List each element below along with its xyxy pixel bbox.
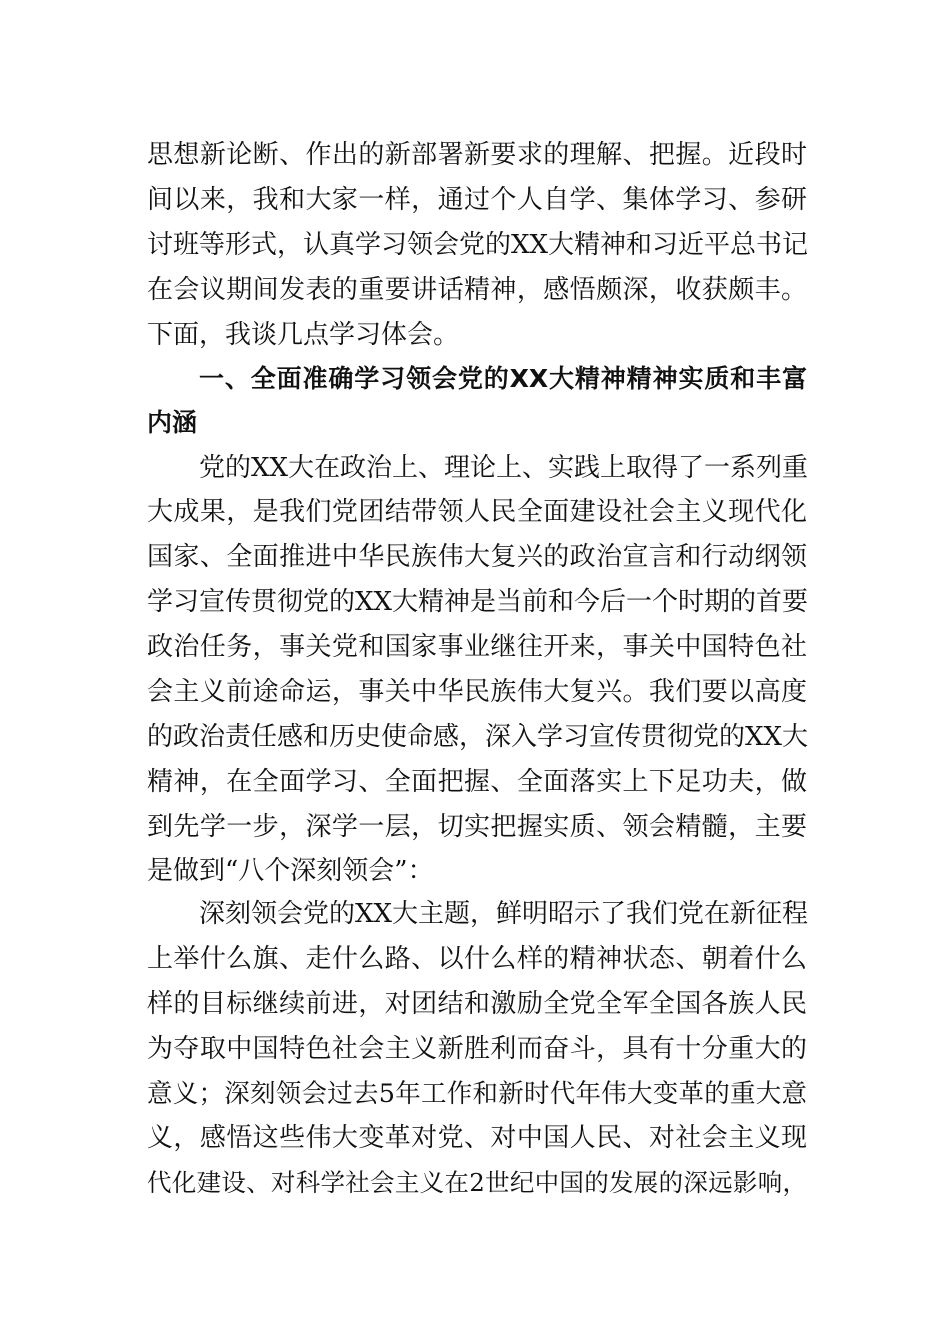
section-heading: 内涵 <box>147 408 198 437</box>
paragraph-line: 代化建设、对科学社会主义在2世纪中国的发展的深远影响， <box>147 1168 807 1197</box>
section-heading: 一、全面准确学习领会党的XX大精神精神实质和丰富 <box>199 364 807 393</box>
paragraph-line: 国家、全面推进中华民族伟大复兴的政治宣言和行动纲领 <box>147 542 807 572</box>
paragraph-line: 的政治责任感和历史使命感，深入学习宣传贯彻党的XX大 <box>147 722 809 752</box>
paragraph-line: 下面，我谈几点学习体会。 <box>147 320 460 350</box>
paragraph-line: 到先学一步，深学一层，切实把握实质、领会精髓，主要 <box>147 812 807 842</box>
paragraph-line: 上举什么旗、走什么路、以什么样的精神状态、朝着什么 <box>147 944 807 974</box>
paragraph-line: 讨班等形式，认真学习领会党的XX大精神和习近平总书记 <box>147 230 809 260</box>
paragraph-line: 为夺取中国特色社会主义新胜利而奋斗，具有十分重大的 <box>147 1034 807 1064</box>
paragraph-line: 意义；深刻领会过去5年工作和新时代年伟大变革的重大意 <box>147 1079 807 1109</box>
paragraph-line: 深刻领会党的XX大主题，鲜明昭示了我们党在新征程 <box>199 899 809 929</box>
paragraph-line: 在会议期间发表的重要讲话精神，感悟颇深，收获颇丰。 <box>147 275 807 305</box>
paragraph-line: 精神，在全面学习、全面把握、全面落实上下足功夫，做 <box>147 767 807 797</box>
paragraph-line: 会主义前途命运，事关中华民族伟大复兴。我们要以高度 <box>147 677 807 707</box>
paragraph-line: 大成果，是我们党团结带领人民全面建设社会主义现代化 <box>147 497 807 527</box>
paragraph-line: 样的目标继续前进，对团结和激励全党全军全国各族人民 <box>147 989 807 1019</box>
paragraph-line: 义，感悟这些伟大变革对党、对中国人民、对社会主义现 <box>147 1123 807 1153</box>
paragraph-line: 间以来，我和大家一样，通过个人自学、集体学习、参研 <box>147 185 807 215</box>
paragraph-line: 是做到“八个深刻领会”： <box>147 856 434 886</box>
paragraph-line: 思想新论断、作出的新部署新要求的理解、把握。近段时 <box>147 140 807 170</box>
paragraph-line: 政治任务，事关党和国家事业继往开来，事关中国特色社 <box>147 632 807 662</box>
paragraph-line: 党的XX大在政治上、理论上、实践上取得了一系列重 <box>199 453 809 483</box>
paragraph-line: 学习宣传贯彻党的XX大精神是当前和今后一个时期的首要 <box>147 587 809 617</box>
